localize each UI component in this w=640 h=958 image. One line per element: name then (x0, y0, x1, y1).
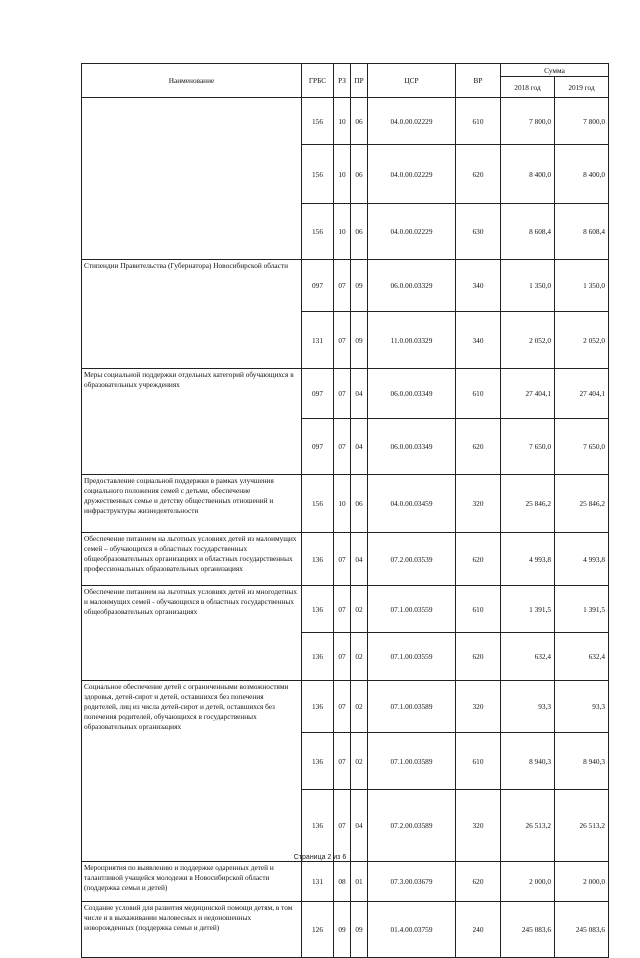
table-row (82, 260, 609, 312)
cell-pr: 06 (351, 145, 368, 204)
cell-csr: 07.1.00.03589 (368, 733, 456, 790)
cell-grbs: 136 (302, 633, 334, 681)
cell-sum-2018: 245 083,6 (501, 902, 555, 958)
cell-grbs: 136 (302, 533, 334, 586)
cell-grbs: 126 (302, 902, 334, 958)
cell-rz: 09 (334, 902, 351, 958)
cell-sum-2018: 2 052,0 (501, 312, 555, 369)
cell-name: Предоставление социальной поддержки в рамках улучшения социального положения семей с детьми, обеспечение дружественных семье и детству общественных отношений и инфраструктуры жизнедеятельности (82, 475, 302, 533)
cell-rz: 07 (334, 419, 351, 475)
cell-sum-2018: 632,4 (501, 633, 555, 681)
cell-vr: 620 (456, 419, 501, 475)
header-grbs: ГРБС (302, 64, 334, 98)
cell-rz: 07 (334, 369, 351, 419)
header-rz: РЗ (334, 64, 351, 98)
cell-pr: 04 (351, 533, 368, 586)
cell-grbs: 136 (302, 681, 334, 733)
header-pr: ПР (351, 64, 368, 98)
cell-grbs: 156 (302, 204, 334, 260)
cell-name: Мероприятия по выявлению и поддержке одаренных детей и талантливой учащейся молодежи в Новосибирской области (поддержка семьи и детей) (82, 862, 302, 902)
cell-sum-2018: 4 993,8 (501, 533, 555, 586)
cell-rz: 07 (334, 260, 351, 312)
cell-sum-2018: 7 800,0 (501, 98, 555, 145)
header-csr: ЦСР (368, 64, 456, 98)
cell-sum-2018: 7 650,0 (501, 419, 555, 475)
cell-vr: 610 (456, 586, 501, 633)
cell-rz: 07 (334, 790, 351, 862)
cell-csr: 01.4.00.03759 (368, 902, 456, 958)
cell-sum-2019: 632,4 (555, 633, 609, 681)
cell-csr: 07.2.00.03589 (368, 790, 456, 862)
cell-vr: 610 (456, 369, 501, 419)
cell-csr: 07.2.00.03539 (368, 533, 456, 586)
cell-sum-2019: 245 083,6 (555, 902, 609, 958)
cell-rz: 10 (334, 475, 351, 533)
cell-name: Социальное обеспечение детей с ограниченными возможностями здоровья, детей-сирот и детей, оставшихся без попечения родителей, лиц из числа детей-сирот и детей, оставшихся без попечения родителей, обучающихся в государственных образовательных организациях (82, 681, 302, 862)
cell-sum-2019: 2 052,0 (555, 312, 609, 369)
cell-grbs: 097 (302, 419, 334, 475)
cell-vr: 610 (456, 98, 501, 145)
header-vr: ВР (456, 64, 501, 98)
cell-vr: 620 (456, 145, 501, 204)
cell-vr: 320 (456, 790, 501, 862)
cell-vr: 320 (456, 475, 501, 533)
cell-pr: 06 (351, 475, 368, 533)
cell-pr: 04 (351, 419, 368, 475)
cell-pr: 06 (351, 98, 368, 145)
cell-name: Обеспечение питанием на льготных условиях детей из многодетных и малоимущих семей - обучающихся в областных государственных общеобразовательных организациях (82, 586, 302, 681)
cell-name: Создание условий для развития медицинской помощи детям, в том числе и в выхаживании маловесных и недоношенных новорожденных (поддержка семьи и детей) (82, 902, 302, 958)
cell-sum-2018: 25 846,2 (501, 475, 555, 533)
cell-vr: 340 (456, 260, 501, 312)
cell-sum-2019: 8 940,3 (555, 733, 609, 790)
cell-vr: 620 (456, 633, 501, 681)
cell-name: Стипендии Правительства (Губернатора) Новосибирской области (82, 260, 302, 369)
cell-csr: 11.0.00.03329 (368, 312, 456, 369)
cell-grbs: 156 (302, 98, 334, 145)
table-body (82, 98, 609, 958)
cell-sum-2019: 27 404,1 (555, 369, 609, 419)
cell-sum-2019: 2 000,0 (555, 862, 609, 902)
cell-sum-2019: 1 350,0 (555, 260, 609, 312)
cell-csr: 07.1.00.03559 (368, 586, 456, 633)
cell-csr: 07.1.00.03559 (368, 633, 456, 681)
cell-rz: 08 (334, 862, 351, 902)
table-row (82, 98, 609, 145)
cell-csr: 04.0.00.02229 (368, 98, 456, 145)
cell-sum-2018: 26 513,2 (501, 790, 555, 862)
cell-sum-2019: 8 400,0 (555, 145, 609, 204)
cell-sum-2019: 7 650,0 (555, 419, 609, 475)
cell-vr: 620 (456, 862, 501, 902)
cell-sum-2018: 93,3 (501, 681, 555, 733)
table-row (82, 586, 609, 633)
cell-grbs: 136 (302, 586, 334, 633)
cell-sum-2019: 7 800,0 (555, 98, 609, 145)
cell-sum-2018: 8 940,3 (501, 733, 555, 790)
header-year-2019: 2019 год (555, 77, 609, 98)
cell-rz: 10 (334, 145, 351, 204)
cell-pr: 02 (351, 633, 368, 681)
cell-pr: 02 (351, 681, 368, 733)
cell-pr: 01 (351, 862, 368, 902)
header-year-2018: 2018 год (501, 77, 555, 98)
cell-sum-2019: 1 391,5 (555, 586, 609, 633)
cell-rz: 07 (334, 586, 351, 633)
cell-vr: 340 (456, 312, 501, 369)
header-sum: Сумма (501, 64, 609, 77)
table-row (82, 902, 609, 958)
cell-sum-2018: 2 000,0 (501, 862, 555, 902)
cell-grbs: 156 (302, 475, 334, 533)
cell-pr: 09 (351, 312, 368, 369)
cell-sum-2018: 8 400,0 (501, 145, 555, 204)
cell-sum-2019: 8 608,4 (555, 204, 609, 260)
cell-rz: 07 (334, 733, 351, 790)
header-name: Наименование (82, 64, 302, 98)
table-row (82, 862, 609, 902)
cell-rz: 07 (334, 633, 351, 681)
cell-vr: 320 (456, 681, 501, 733)
cell-vr: 620 (456, 533, 501, 586)
table-row (82, 475, 609, 533)
cell-sum-2019: 26 513,2 (555, 790, 609, 862)
cell-pr: 04 (351, 790, 368, 862)
table-row (82, 533, 609, 586)
cell-csr: 07.1.00.03589 (368, 681, 456, 733)
cell-sum-2019: 4 993,8 (555, 533, 609, 586)
cell-rz: 10 (334, 204, 351, 260)
cell-csr: 07.3.00.03679 (368, 862, 456, 902)
cell-vr: 610 (456, 733, 501, 790)
cell-sum-2019: 93,3 (555, 681, 609, 733)
cell-vr: 630 (456, 204, 501, 260)
cell-vr: 240 (456, 902, 501, 958)
cell-grbs: 131 (302, 862, 334, 902)
cell-grbs: 097 (302, 369, 334, 419)
cell-csr: 04.0.00.02229 (368, 204, 456, 260)
cell-grbs: 136 (302, 733, 334, 790)
cell-grbs: 156 (302, 145, 334, 204)
cell-pr: 09 (351, 260, 368, 312)
budget-table (81, 63, 609, 958)
cell-csr: 06.0.00.03329 (368, 260, 456, 312)
cell-sum-2018: 27 404,1 (501, 369, 555, 419)
cell-rz: 10 (334, 98, 351, 145)
cell-name (82, 98, 302, 260)
cell-pr: 06 (351, 204, 368, 260)
cell-csr: 04.0.00.03459 (368, 475, 456, 533)
cell-grbs: 097 (302, 260, 334, 312)
cell-rz: 07 (334, 681, 351, 733)
table-row (82, 681, 609, 733)
cell-rz: 07 (334, 312, 351, 369)
cell-grbs: 131 (302, 312, 334, 369)
cell-sum-2019: 25 846,2 (555, 475, 609, 533)
cell-sum-2018: 8 608,4 (501, 204, 555, 260)
cell-pr: 02 (351, 733, 368, 790)
cell-pr: 04 (351, 369, 368, 419)
cell-sum-2018: 1 350,0 (501, 260, 555, 312)
cell-csr: 06.0.00.03349 (368, 419, 456, 475)
cell-pr: 09 (351, 902, 368, 958)
cell-csr: 06.0.00.03349 (368, 369, 456, 419)
cell-pr: 02 (351, 586, 368, 633)
cell-name: Меры социальной поддержки отдельных категорий обучающихся в образовательных учреждениях (82, 369, 302, 475)
table-row (82, 369, 609, 419)
cell-grbs: 136 (302, 790, 334, 862)
cell-rz: 07 (334, 533, 351, 586)
cell-csr: 04.0.00.02229 (368, 145, 456, 204)
cell-name: Обеспечение питанием на льготных условиях детей из малоимущих семей – обучающихся в областных государственных общеобразовательных организациях и областных государственных профессиональных образовательных организациях (82, 533, 302, 586)
cell-sum-2018: 1 391,5 (501, 586, 555, 633)
page-footer: Страница 2 из 6 (293, 854, 347, 861)
